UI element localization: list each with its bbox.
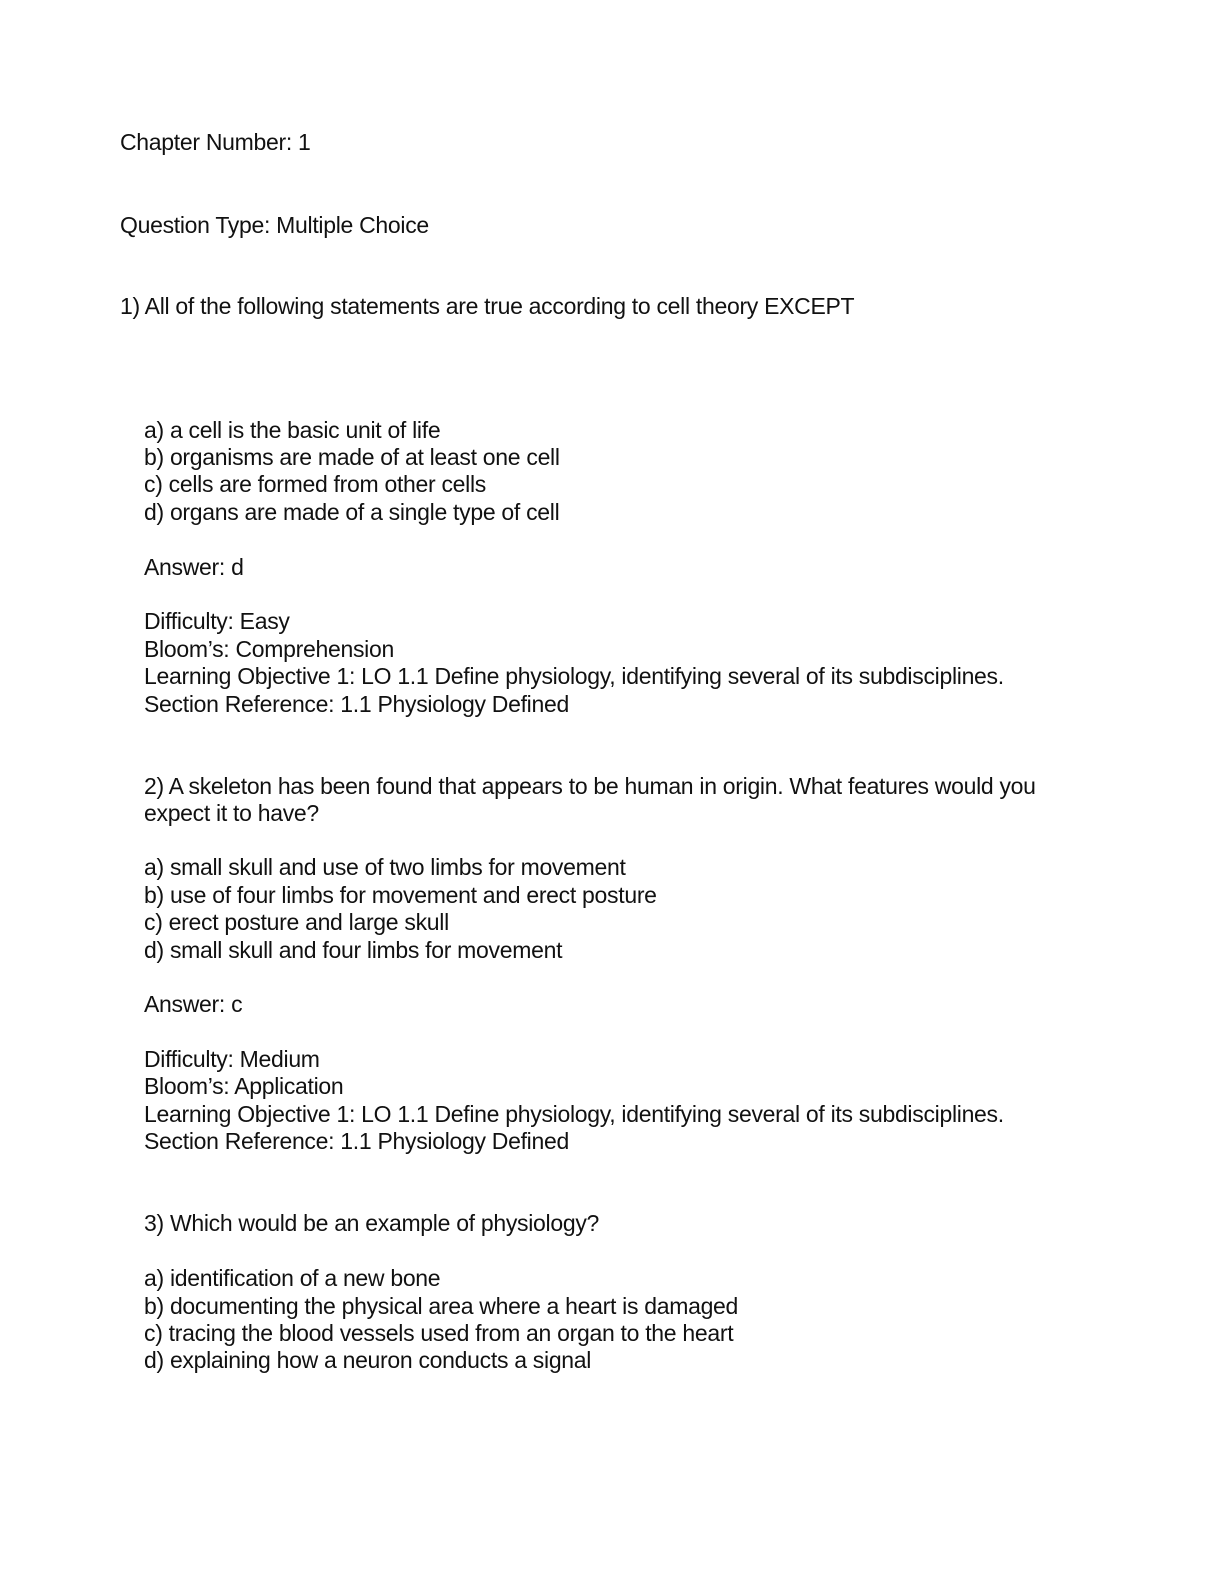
question-2-stem-line-2: expect it to have?	[144, 800, 319, 826]
question-3-stem: 3) Which would be an example of physiology?	[144, 1210, 600, 1236]
question-2-difficulty: Difficulty: Medium	[144, 1046, 320, 1072]
question-3-option-b: b) documenting the physical area where a heart is damaged	[144, 1293, 739, 1319]
question-3-option-a: a) identification of a new bone	[144, 1265, 441, 1291]
question-type: Question Type: Multiple Choice	[120, 212, 429, 238]
question-1-option-d: d) organs are made of a single type of cell	[144, 499, 560, 525]
question-1-stem: 1) All of the following statements are true according to cell theory EXCEPT	[120, 293, 855, 319]
question-2-answer: Answer: c	[144, 991, 243, 1017]
question-2-option-a: a) small skull and use of two limbs for movement	[144, 854, 626, 880]
question-2-blooms: Bloom’s: Application	[144, 1073, 344, 1099]
question-1-learning-objective: Learning Objective 1: LO 1.1 Define physiology, identifying several of its subdisciplines.	[144, 663, 1004, 689]
question-1-blooms: Bloom’s: Comprehension	[144, 636, 394, 662]
question-3-option-c: c) tracing the blood vessels used from an organ to the heart	[144, 1320, 734, 1346]
question-1-difficulty: Difficulty: Easy	[144, 608, 290, 634]
question-1-option-c: c) cells are formed from other cells	[144, 471, 486, 497]
question-2-section-reference: Section Reference: 1.1 Physiology Defined	[144, 1128, 569, 1154]
question-1-option-b: b) organisms are made of at least one cell	[144, 444, 560, 470]
question-1-option-a: a) a cell is the basic unit of life	[144, 417, 441, 443]
question-3-option-d: d) explaining how a neuron conducts a signal	[144, 1347, 592, 1373]
question-2-stem-line-1: 2) A skeleton has been found that appears to be human in origin. What features would you	[144, 773, 1036, 799]
question-2-option-c: c) erect posture and large skull	[144, 909, 449, 935]
chapter-number: Chapter Number: 1	[120, 129, 311, 155]
question-1-section-reference: Section Reference: 1.1 Physiology Defined	[144, 691, 569, 717]
question-2-option-b: b) use of four limbs for movement and erect posture	[144, 882, 657, 908]
question-2-learning-objective: Learning Objective 1: LO 1.1 Define physiology, identifying several of its subdisciplines.	[144, 1101, 1004, 1127]
question-1-answer: Answer: d	[144, 554, 244, 580]
question-2-option-d: d) small skull and four limbs for movement	[144, 937, 563, 963]
